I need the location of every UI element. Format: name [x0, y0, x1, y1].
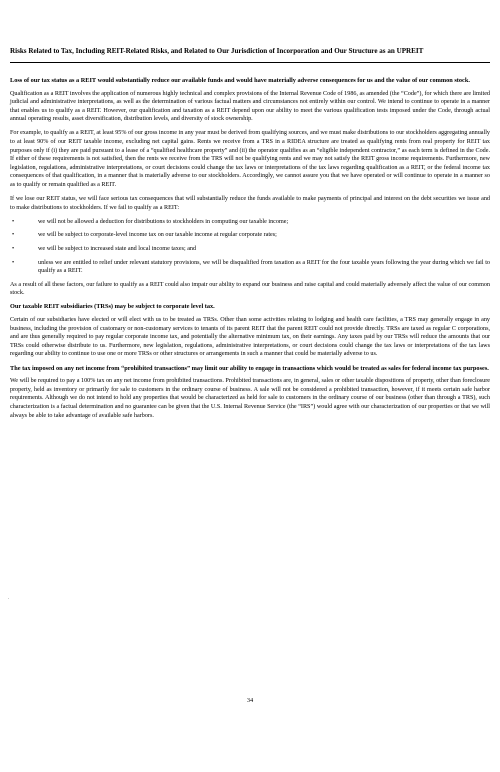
paragraph: Certain of our subsidiaries have elected or will elect with us to be treated as TRSs. Other than some activities relating to lodging and health care facilities, a TRS may generally engage in any business, including the provision of customary or non-customary services to tenants of its parent REIT that the parent REIT could not provide directly. TRSs are taxed as regular C corporations, and are thus generally required to pay regular corporate income tax, and potentially the alternative minimum tax, on their earnings. Any taxes paid by our TRSs will reduce the amounts that our TRSs could otherwise distribute to us. Furthermore, new legislation, regulations, administrative interpretations, or court decisions could change the tax laws or interpretations of the tax laws regarding our ability to continue to use one or more TRSs or other structures or arrangements in such a manner that could be materially adverse to us.	[10, 317, 490, 358]
paragraph: We will be required to pay a 100% tax on any net income from prohibited transactions. Prohibited transactions are, in general, sales or other taxable dispositions of property, other than foreclosure property, held as inventory or primarily for sale to customers in the ordinary course of business. A sale will not be considered a prohibited transaction, however, if it meets certain safe harbor requirements. Although we do not intend to hold any properties that would be characterized as held for sale to customers in the ordinary course of our business (other than through a TRS), such characterization is a factual determination and no guarantee can be given that the U.S. Internal Revenue Service (the “IRS”) would agree with our characterization of our properties or that we will always be able to take advantage of available safe harbors.	[10, 378, 490, 419]
bullet-item	[10, 218, 490, 227]
document-page	[10, 47, 490, 420]
stray-mark: .	[8, 596, 10, 601]
bullet-text: unless we are entitled to relief under relevant statutory provisions, we will be disqualified from taxation as a REIT for the four taxable years following the year during which we fail to qualify as a REIT.	[38, 259, 490, 275]
risk-factor-prohibited-transactions	[10, 365, 490, 421]
risk-title: Loss of our tax status as a REIT would substantially reduce our available funds and would have materially adverse consequences for us and the value of our common stock.	[10, 77, 470, 84]
bullet-text: we will be subject to increased state and local income taxes; and	[38, 246, 197, 252]
bullet-item	[10, 259, 490, 276]
risk-title: The tax imposed on any net income from “prohibited transactions” may limit our ability to engage in transactions which would be treated as sales for federal income tax purposes.	[10, 364, 489, 372]
bullet-item	[10, 245, 490, 254]
bullet-marker: •	[12, 259, 15, 266]
bullet-marker: •	[12, 246, 15, 252]
bullet-item	[10, 231, 490, 240]
paragraph: For example, to qualify as a REIT, at least 95% of our gross income in any year must be derived from qualifying sources, and we must make distributions to our stockholders aggregating annually to at least 90% of our REIT taxable income, excluding net capital gains. Rents we receive from a TRS in a RIDEA structure are treated as qualifying rents from real property for REIT tax purposes only if (i) they are paid pursuant to a lease of a “qualified healthcare property” and (ii) the operator qualifies as an “eligible independent contractor,” as each term is defined in the Code. If either of these requirements is not satisfied, then the rents we receive from the TRS will not be qualifying rents and we may not satisfy the REIT gross income requirements. Furthermore, new legislation, regulations, administrative interpretations, or court decisions could change the tax laws or interpretations of the tax laws regarding qualification as a REIT, or the federal income tax consequences of that qualification, in a manner that is materially adverse to our stockholders. Accordingly, we cannot assure you that we have operated or will continue to operate in a manner so as to qualify or remain qualified as a REIT.	[10, 130, 490, 189]
risk-title: Our taxable REIT subsidiaries (TRSs) may be subject to corporate level tax.	[10, 303, 215, 311]
bullet-list	[10, 218, 490, 276]
bullet-text: we will not be allowed a deduction for distributions to stockholders in computing our taxable income;	[38, 218, 289, 225]
paragraph: Qualification as a REIT involves the application of numerous highly technical and complex provisions of the Internal Revenue Code of 1986, as amended (the “Code”), for which there are limited judicial and administrative interpretations, as well as the determination of various factual matters and circumstances not entirely within our control. We intend to continue to operate in a manner that enables us to qualify as a REIT. However, our qualification and taxation as a REIT depend upon our ability to meet the various qualification tests imposed under the Code, through actual annual operating results, asset diversification, distribution levels, and diversity of stock ownership.	[10, 90, 490, 123]
paragraph: As a result of all these factors, our failure to qualify as a REIT could also impair our ability to expand our business and raise capital and could materially adversely affect the value of our common stock.	[10, 281, 490, 297]
page-number: 34	[246, 697, 254, 704]
bullet-text: we will be subject to corporate-level income tax on our taxable income at regular corporate rates;	[38, 232, 277, 239]
risk-factor-reit-status	[10, 77, 490, 298]
section-heading: Risks Related to Tax, Including REIT-Related Risks, and Related to Our Jurisdiction of Incorporation and Our Structure as an UPREIT	[10, 47, 490, 63]
bullet-marker: •	[12, 218, 15, 225]
paragraph: If we lose our REIT status, we will face serious tax consequences that will substantially reduce the funds available to make payments of principal and interest on the debt securities we issue and to make distributions to stockholders. If we fail to qualify as a REIT:	[10, 196, 490, 211]
bullet-marker: •	[12, 232, 15, 239]
risk-factor-trs-tax	[10, 303, 490, 359]
